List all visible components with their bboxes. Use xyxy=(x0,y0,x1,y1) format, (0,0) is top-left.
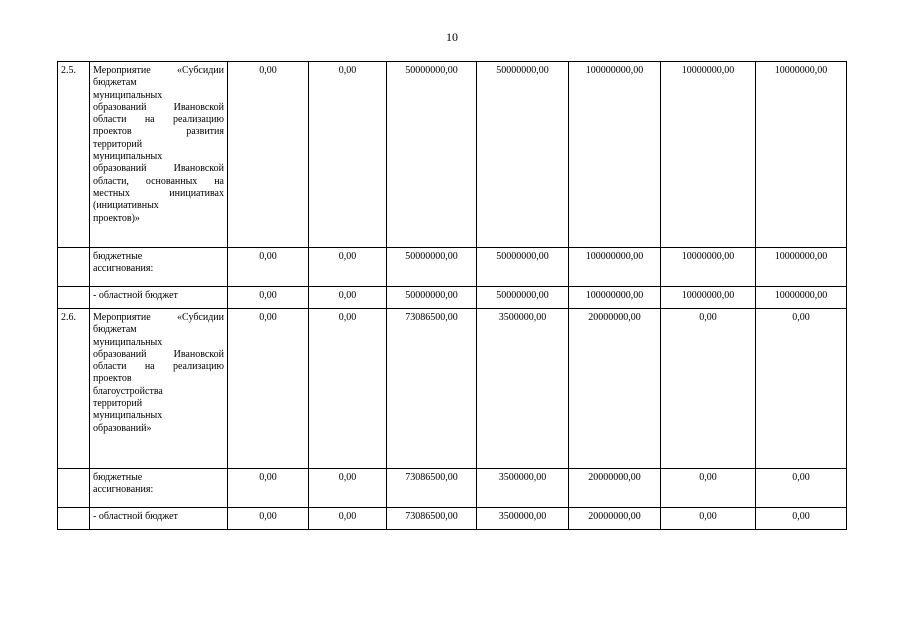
row-index-empty xyxy=(58,287,90,309)
value-cell: 0,00 xyxy=(309,287,387,309)
value-cell: 50000000,00 xyxy=(387,62,477,248)
value-cell: 20000000,00 xyxy=(569,309,661,469)
value-cell: 73086500,00 xyxy=(387,309,477,469)
value-cell: 0,00 xyxy=(228,508,309,530)
value-cell: 0,00 xyxy=(228,309,309,469)
value-cell: 10000000,00 xyxy=(756,248,847,287)
value-cell: 0,00 xyxy=(756,508,847,530)
value-cell: 10000000,00 xyxy=(661,287,756,309)
value-cell: 0,00 xyxy=(309,469,387,508)
value-cell: 100000000,00 xyxy=(569,287,661,309)
measure-title: Мероприятие «Субсидии бюджетам муниципальных образований Ивановской области на реализацию проектов благоустройства территорий муниципальных образований» xyxy=(90,309,228,469)
row-index: 2.5. xyxy=(58,62,90,248)
value-cell: 50000000,00 xyxy=(477,287,569,309)
row-label: - областной бюджет xyxy=(90,508,228,530)
value-cell: 20000000,00 xyxy=(569,508,661,530)
measure-title: Мероприятие «Субсидии бюджетам муниципальных образований Ивановской области на реализацию проектов развития территорий муниципальных образований Ивановской области, основанных на местных инициативах (инициативных проектов)» xyxy=(90,62,228,248)
value-cell: 10000000,00 xyxy=(756,62,847,248)
value-cell: 0,00 xyxy=(309,62,387,248)
value-cell: 0,00 xyxy=(228,62,309,248)
table-row xyxy=(58,508,847,530)
value-cell: 3500000,00 xyxy=(477,508,569,530)
row-index-empty xyxy=(58,248,90,287)
value-cell: 50000000,00 xyxy=(387,248,477,287)
value-cell: 0,00 xyxy=(756,469,847,508)
value-cell: 0,00 xyxy=(756,309,847,469)
row-index: 2.6. xyxy=(58,309,90,469)
value-cell: 10000000,00 xyxy=(661,248,756,287)
value-cell: 73086500,00 xyxy=(387,469,477,508)
row-index-empty xyxy=(58,508,90,530)
value-cell: 0,00 xyxy=(309,248,387,287)
value-cell: 73086500,00 xyxy=(387,508,477,530)
page-number: 10 xyxy=(446,30,458,44)
value-cell: 50000000,00 xyxy=(477,62,569,248)
value-cell: 20000000,00 xyxy=(569,469,661,508)
table-row xyxy=(58,309,847,469)
value-cell: 3500000,00 xyxy=(477,469,569,508)
value-cell: 0,00 xyxy=(661,309,756,469)
table-row xyxy=(58,287,847,309)
table-row xyxy=(58,62,847,248)
value-cell: 3500000,00 xyxy=(477,309,569,469)
value-cell: 0,00 xyxy=(661,469,756,508)
row-label: - областной бюджет xyxy=(90,287,228,309)
table-row xyxy=(58,469,847,508)
value-cell: 100000000,00 xyxy=(569,62,661,248)
value-cell: 0,00 xyxy=(228,248,309,287)
budget-table xyxy=(57,61,847,530)
table-row xyxy=(58,248,847,287)
value-cell: 0,00 xyxy=(309,309,387,469)
value-cell: 100000000,00 xyxy=(569,248,661,287)
value-cell: 0,00 xyxy=(661,508,756,530)
value-cell: 10000000,00 xyxy=(756,287,847,309)
value-cell: 0,00 xyxy=(228,469,309,508)
value-cell: 50000000,00 xyxy=(477,248,569,287)
value-cell: 0,00 xyxy=(309,508,387,530)
row-label: бюджетные ассигнования: xyxy=(90,469,228,508)
row-index-empty xyxy=(58,469,90,508)
value-cell: 50000000,00 xyxy=(387,287,477,309)
value-cell: 0,00 xyxy=(228,287,309,309)
value-cell: 10000000,00 xyxy=(661,62,756,248)
row-label: бюджетные ассигнования: xyxy=(90,248,228,287)
